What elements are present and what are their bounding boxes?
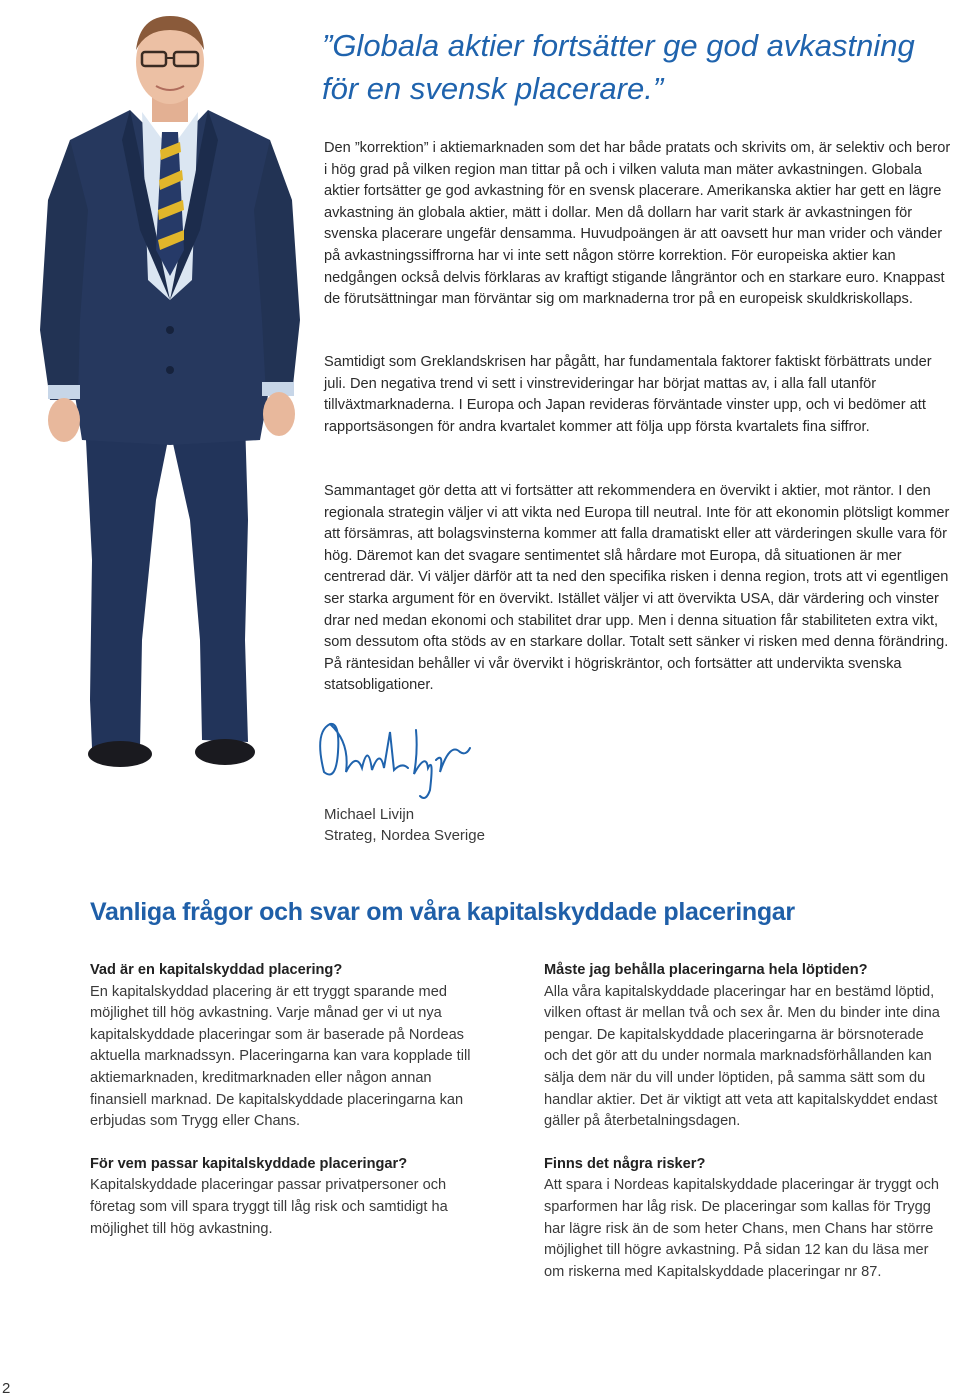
faq-answer: Att spara i Nordeas kapitalskyddade placeringar är tryggt och sparformen har låg risk. De placeringar som kallas för Trygg har lägre risk än de som heter Chans, men Chans har större möjlighet till högre avkastning. På sidan 12 kan du läsa mer om riskerna med Kapitalskyddade placeringar nr 87. (544, 1177, 940, 1280)
faq-column-right (544, 960, 944, 1304)
author-block (324, 804, 485, 846)
author-name: Michael Livijn (324, 806, 415, 823)
paragraph: Den ”korrektion” i aktiemarknaden som det har både pratats och skrivits om, är selektiv och beror i hög grad på vilken region man tittar på och i vilken valuta man mäter avkastningen. Globala aktier fortsätter ge god avkastning för en svensk placerare. Amerikanska aktier har gett en lägre avkastning än globala aktier, mätt i dollar. Men då dollarn har varit stark är avkastningen för svenska placerare ungefär densamma. Huvudpoängen är att oavsett hur man vrider och vänder på avkastningssiffrorna har vi inte sett någon större korrektion. För europeiska aktier kan nedgången också delvis förklaras av kraftigt stigande långräntor och en starkare euro. Knappast de förutsättningar man förväntar sig om marknaderna tror på en europeisk skuldkriskollaps. (324, 140, 951, 308)
faq-item (90, 1154, 490, 1240)
faq-answer: Kapitalskyddade placeringar passar privatpersoner och företag som vill spara tryggt till låg risk och samtidigt ha möjlighet till hög avkastning. (90, 1177, 448, 1237)
faq-item (90, 960, 490, 1133)
faq-column-left (90, 960, 490, 1261)
article-body-3 (324, 481, 956, 718)
faq-heading: Vanliga frågor och svar om våra kapitalskyddade placeringar (90, 898, 795, 926)
article-body-2 (324, 352, 956, 459)
page-number: 2 (2, 1380, 11, 1397)
portrait-image (30, 0, 320, 800)
faq-question: Vad är en kapitalskyddad placering? (90, 962, 343, 978)
paragraph: Sammantaget gör detta att vi fortsätter att rekommendera en övervikt i aktier, mot räntor. I den regionala strategin väljer vi att vikta ned Europa till neutral. Inte för att ekonomin plötsligt kommer att försämras, att bolagsvinsterna kommer att falla dramatiskt eller att värderingen skulle vara för hög. Däremot kan det svagare sentimentet slå hårdare mot Europa, då situationen är mer centrerad där. Vi väljer därför att ta ned den specifika risken i denna region, trots att vi egentligen ser starka argument för en övervikt. Istället väljer vi att övervikta USA, där värdering och vinster drar ned medan ekonomi och stabilitet drar upp. Men i denna situation får stabiliteten extra vikt, som dessutom ofta stöds av en starkare dollar. Totalt sett sänker vi risken med denna förändring. På räntesidan behåller vi vår övervikt i högriskräntor, och fortsätter att undervikta svenska statsobligationer. (324, 483, 950, 694)
signature-image (310, 712, 480, 807)
faq-question: Finns det några risker? (544, 1155, 706, 1172)
faq-answer: Alla våra kapitalskyddade placeringar har en bestämd löptid, vilken oftast är mellan två och sex år. Men du binder inte dina pengar. De kapitalskyddade placeringarna är börsnoterade och det gör att du under normala marknadsförhållanden kan sälja dem när du vill under löptiden, på samma sätt som du handlar aktier. Det är viktigt att veta att kapitalskyddet endast gäller på återbetalningsdagen. (544, 983, 940, 1130)
pull-quote: ”Globala aktier fortsätter ge god avkastning för en svensk placerare.” (322, 28, 915, 106)
faq-item (544, 1154, 944, 1284)
faq-question: Måste jag behålla placeringarna hela löptiden? (544, 962, 868, 978)
paragraph: Samtidigt som Greklandskrisen har pågått, har fundamentala faktorer faktiskt förbättrats under juli. Den negativa trend vi sett i vinstrevideringar har börjat mattas av, i alla fall utanför tillväxtmarknaderna. I Europa och Japan revideras förväntade vinster upp, och vi bedömer att rapportsäsongen för andra kvartalet kommer att följa upp första kvartalets fina siffror. (324, 354, 932, 435)
faq-item (544, 960, 944, 1133)
faq-question: För vem passar kapitalskyddade placeringar? (90, 1155, 408, 1172)
author-title: Strateg, Nordea Sverige (324, 827, 485, 844)
faq-answer: En kapitalskyddad placering är ett tryggt sparande med möjlighet till hög avkastning. Varje månad ger vi ut nya kapitalskyddade placeringar som är baserade på Nordeas aktuella marknadssyn. Placeringarna kan vara kopplade till aktiemarknaden, kreditmarknaden eller någon annan finansiell marknad. De kapitalskyddade placeringarna kan erbjudas som Trygg eller Chans. (90, 983, 471, 1130)
article-body (324, 138, 956, 332)
